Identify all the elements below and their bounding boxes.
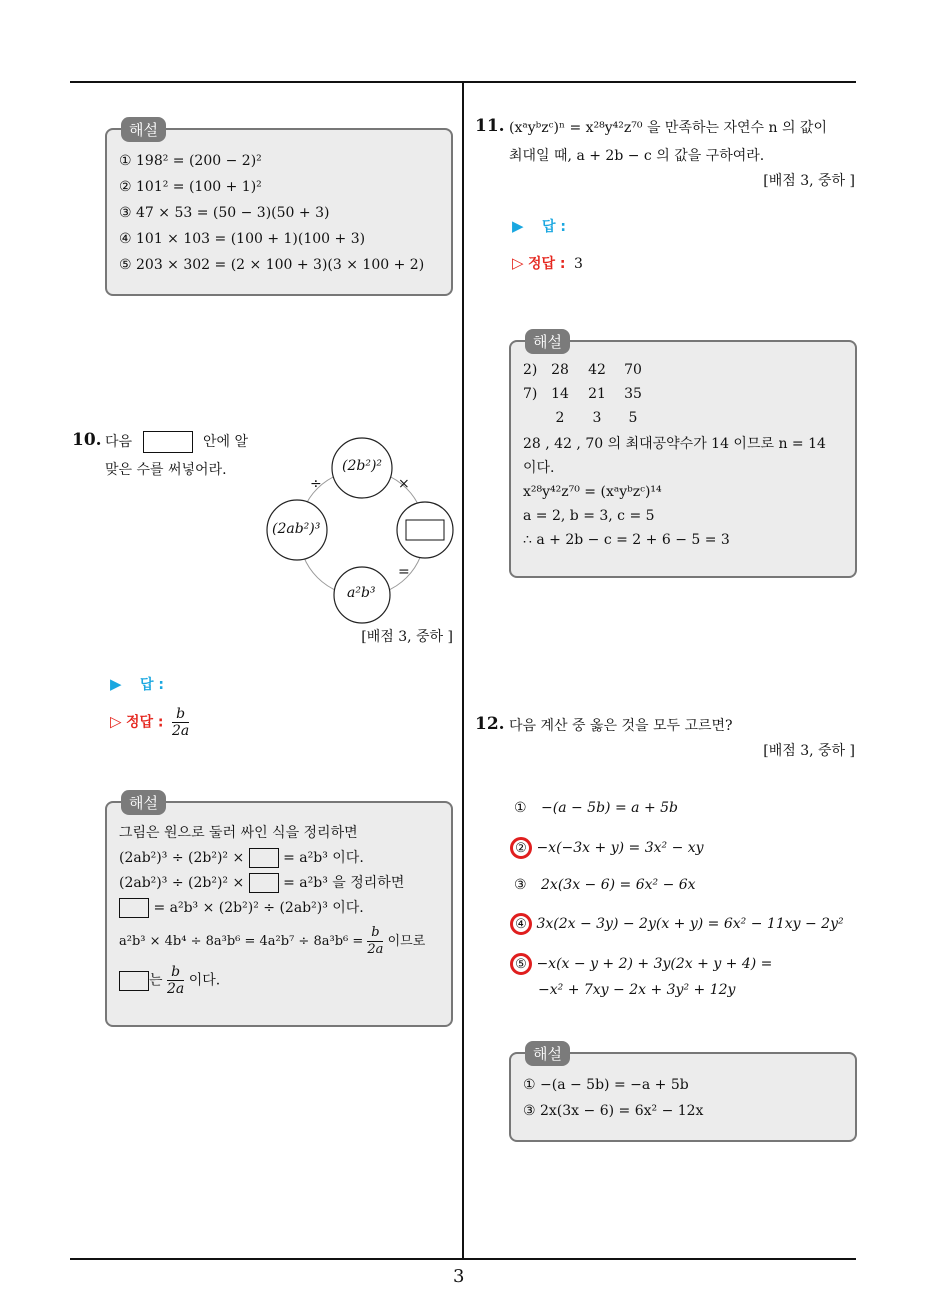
choice-mark: ① [514, 800, 527, 816]
solution-line: ③ 47 × 53 = (50 − 3)(50 + 3) [119, 205, 330, 221]
blank-box [119, 898, 149, 918]
score-q12: [배점 3, 중하 ] [763, 743, 855, 759]
choice-5[interactable] [514, 953, 772, 975]
bottom-rule [70, 1258, 856, 1260]
q11-line1: (xᵃyᵇzᶜ)ⁿ = x²⁸y⁴²z⁷⁰ 을 만족하는 자연수 n 의 값이 [509, 120, 827, 136]
answer-label: 답 : [140, 677, 164, 693]
choice-text: 3x(2x − 3y) − 2y(x + y) = 6x² − 11xy − 2y² [536, 916, 844, 932]
solution-line: ∴ a + 2b − c = 2 + 6 − 5 = 3 [523, 532, 730, 548]
answer-arrow-icon: ▶ [512, 217, 524, 235]
solution-line: 28 , 42 , 70 의 최대공약수가 14 이므로 n = 14 [523, 436, 826, 452]
solution-line: ② 101² = (100 + 1)² [119, 179, 262, 195]
node-bottom-label: a²b³ [347, 585, 376, 601]
q10-text-b: 안에 알 [202, 434, 248, 450]
division-row-2: 7) 14 21 35 [523, 386, 642, 402]
solution-line: ④ 101 × 103 = (100 + 1)(100 + 3) [119, 231, 366, 247]
question-number-12: 12. [475, 714, 505, 734]
answer-row-q10 [110, 674, 164, 694]
score-q11: [배점 3, 중하 ] [763, 173, 855, 189]
solution-line: ⑤ 203 × 302 = (2 × 100 + 3)(3 × 100 + 2) [119, 257, 425, 273]
correct-label: 정답 : [126, 714, 164, 731]
solution-tag: 해설 [525, 329, 570, 354]
answer-fraction: $\frac{b}{2a}$ [171, 706, 190, 739]
solution-box-q12 [509, 1045, 857, 1142]
question-text-12: 다음 계산 중 옳은 것을 모두 고르면? [509, 718, 733, 734]
solution-tag: 해설 [121, 790, 166, 815]
solution-box-q11 [509, 333, 857, 578]
selected-circle-icon: ⑤ [510, 953, 532, 975]
selected-circle-icon: ④ [510, 913, 532, 935]
choice-2[interactable] [514, 837, 704, 859]
fraction: $\frac{b}{2a}$ [367, 925, 384, 957]
blank-box [249, 873, 279, 893]
operator-equals: = [398, 564, 410, 580]
operator-divide: ÷ [310, 476, 322, 492]
solution-line: (2ab²)³ ÷ (2b²)² × = a²b³ 을 정리하면 [119, 875, 405, 891]
choice-text: −(a − 5b) = a + 5b [541, 800, 678, 816]
page-number: 3 [453, 1266, 465, 1287]
solution-line: 이다. [523, 460, 555, 476]
solution-line: 그림은 원으로 둘러 싸인 식을 정리하면 [119, 825, 358, 841]
node-left-label: (2ab²)³ [272, 521, 321, 537]
solution-tag: 해설 [525, 1041, 570, 1066]
division-row-3: 2 3 5 [555, 410, 638, 426]
solution-line: = a²b³ × (2b²)² ÷ (2ab²)³ 이다. [119, 896, 441, 921]
correct-arrow-icon: ▷ [110, 712, 122, 731]
column-divider [462, 83, 464, 1259]
choice-text: −x(x − y + 2) + 3y(2x + y + 4) = [536, 956, 773, 972]
answer-value: 3 [573, 256, 583, 272]
solution-line: ① 198² = (200 − 2)² [119, 153, 262, 169]
solution-line: (2ab²)³ ÷ (2b²)² × = a²b³ 이다. [119, 850, 364, 866]
score-q10: [배점 3, 중하 ] [361, 629, 453, 645]
choice-text: −x(−3x + y) = 3x² − xy [536, 840, 704, 856]
selected-circle-icon: ② [510, 837, 532, 859]
solution-box-q10 [105, 794, 453, 1027]
solution-line: x²⁸y⁴²z⁷⁰ = (xᵃyᵇzᶜ)¹⁴ [523, 484, 662, 500]
fraction: $\frac{b}{2a}$ [166, 964, 185, 997]
question-text-10 [105, 428, 275, 484]
correct-arrow-icon: ▷ [512, 254, 524, 272]
solution-line: ① −(a − 5b) = −a + 5b [523, 1077, 689, 1093]
node-top-label: (2b²)² [342, 458, 383, 474]
solution-line: 는 $\frac{b}{2a}$ 이다. [119, 964, 441, 997]
q10-text-c: 맞은 수를 써넣어라. [105, 462, 227, 478]
answer-label: 답 : [542, 219, 566, 235]
correct-label: 정답 : [528, 256, 566, 272]
solution-line: a²b³ × 4b⁴ ÷ 8a³b⁶ = 4a²b⁷ ÷ 8a³b⁶ = $\frac{b}{2a}$ 이므로 [119, 925, 426, 957]
choice-5-continued: −x² + 7xy − 2x + 3y² + 12y [538, 982, 736, 998]
operator-multiply: × [398, 476, 410, 492]
blank-box [143, 431, 193, 453]
choice-text: 2x(3x − 6) = 6x² − 6x [541, 877, 696, 893]
answer-row-q11 [512, 216, 566, 236]
choice-1[interactable] [514, 800, 678, 816]
question-number-11: 11. [475, 116, 505, 136]
question-text-11 [509, 114, 859, 170]
correct-row-q11 [512, 253, 583, 273]
solution-line: a = 2, b = 3, c = 5 [523, 508, 655, 524]
solution-tag: 해설 [121, 117, 166, 142]
choice-3[interactable] [514, 877, 696, 893]
question-number-10: 10. [72, 430, 102, 450]
solution-line: ③ 2x(3x − 6) = 6x² − 12x [523, 1103, 704, 1119]
division-row-1: 2) 28 42 70 [523, 362, 642, 378]
blank-box [119, 971, 149, 991]
choice-4[interactable] [514, 913, 844, 935]
node-right [397, 502, 453, 558]
q10-text-a: 다음 [105, 434, 133, 450]
answer-arrow-icon: ▶ [110, 675, 122, 693]
choice-mark: ③ [514, 877, 527, 893]
q11-line2: 최대일 때, a + 2b − c 의 값을 구하여라. [509, 148, 765, 164]
solution-box-q9 [105, 121, 453, 296]
correct-row-q10 [110, 706, 189, 739]
blank-box [249, 848, 279, 868]
